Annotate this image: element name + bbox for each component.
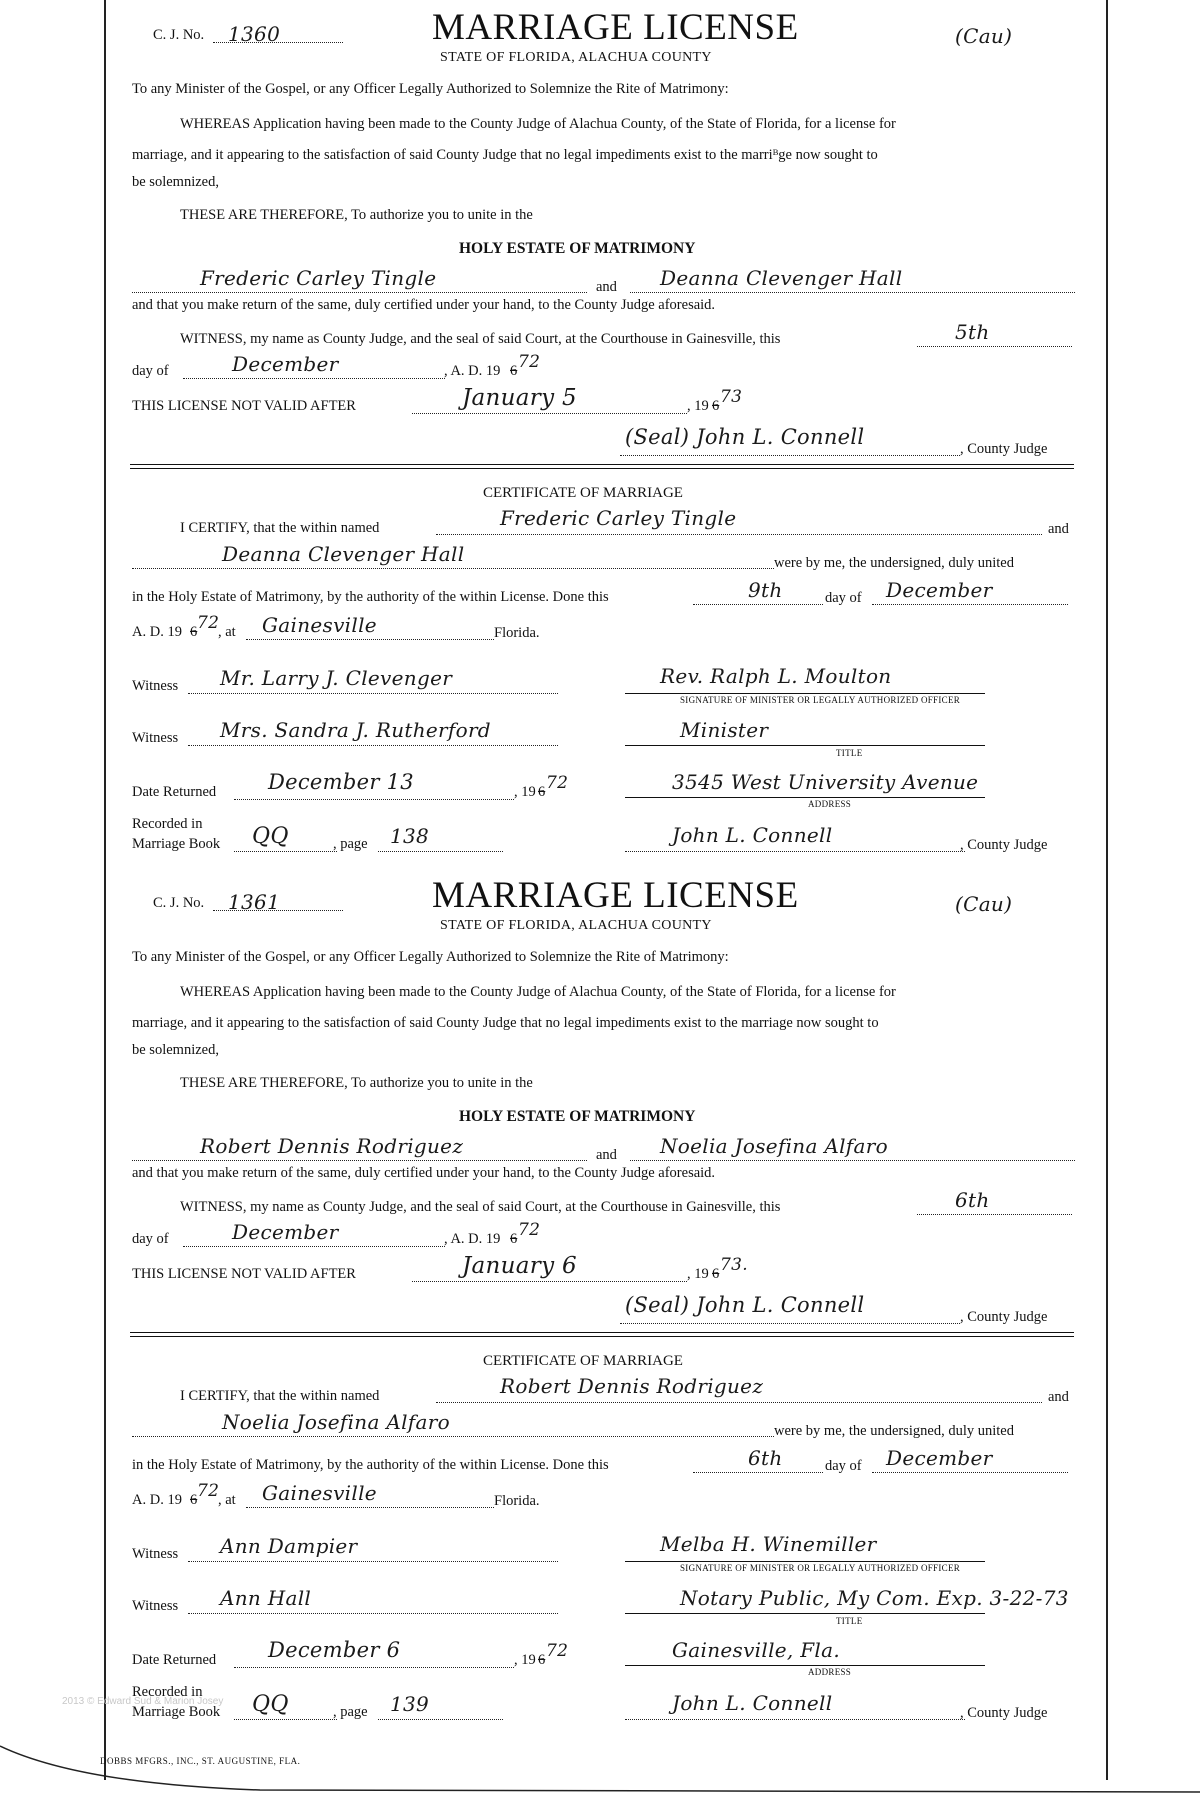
- month-dotline: [183, 378, 445, 379]
- recorded-in-label: Recorded in: [132, 1684, 203, 1700]
- whereas-line-3: be solemnized,: [132, 1042, 219, 1058]
- cert-groom-dotline: [436, 1402, 1042, 1403]
- cj-label: C. J. No.: [153, 895, 205, 911]
- groom-name: Frederic Carley Tingle: [200, 266, 437, 290]
- cert-groom-dotline: [436, 534, 1042, 535]
- section-rule-1: [130, 464, 1074, 465]
- cj-number: 1361: [228, 890, 281, 914]
- return-line: and that you make return of the same, duly certified under your hand, to the County Judge aforesaid.: [132, 297, 716, 313]
- cert-and: and: [1048, 1389, 1069, 1405]
- whereas-line-1: WHEREAS Application having been made to the County Judge of Alachua County, of the State of Florida, for a license for: [180, 984, 896, 1000]
- done-day-dotline: [693, 1472, 823, 1473]
- witness-1-name: Ann Dampier: [220, 1534, 358, 1558]
- florida-word: Florida.: [494, 625, 540, 641]
- page-label: , page: [333, 836, 368, 852]
- witness-day: 5th: [955, 320, 990, 344]
- at-word: , at: [218, 1492, 236, 1508]
- marriage-license: [0, 868, 1200, 1748]
- witness-label-1: Witness: [132, 1546, 179, 1562]
- license-subtitle: STATE OF FLORIDA, ALACHUA COUNTY: [440, 50, 712, 65]
- officer-address: 3545 West University Avenue: [672, 770, 979, 794]
- date-returned-label: Date Returned: [132, 1652, 217, 1668]
- addressee-line: To any Minister of the Gospel, or any Officer Legally Authorized to Solemnize the Rite of Matrimony:: [132, 81, 729, 97]
- done-month: December: [886, 578, 993, 602]
- section-rule-2: [130, 1336, 1074, 1337]
- county-judge-label-2: , County Judge: [960, 1705, 1048, 1721]
- ad-year: 72: [197, 613, 220, 633]
- holy-estate-heading: HOLY ESTATE OF MATRIMONY: [459, 1108, 696, 1125]
- not-valid-date: January 6: [462, 1253, 577, 1279]
- ret-year-printed: 6: [538, 784, 546, 800]
- ad-year: 72: [197, 1481, 220, 1501]
- addressee-line: To any Minister of the Gospel, or any Officer Legally Authorized to Solemnize the Rite of Matrimony:: [132, 949, 729, 965]
- annotation: (Cau): [955, 892, 1013, 916]
- recorder-signature: John L. Connell: [672, 1691, 833, 1715]
- page-dotline: [378, 1719, 503, 1720]
- cj-number: 1360: [228, 22, 281, 46]
- county-judge-label: , County Judge: [960, 1309, 1048, 1325]
- cert-bride: Deanna Clevenger Hall: [222, 542, 465, 566]
- address-caption: ADDRESS: [808, 1667, 852, 1677]
- not-valid-label: THIS LICENSE NOT VALID AFTER: [132, 398, 356, 414]
- returned-date: December 6: [268, 1638, 401, 1662]
- witness-label-2: Witness: [132, 1598, 179, 1614]
- whereas-line-2: marriage, and it appearing to the satisfaction of said County Judge that no legal impediments exist to the marriage now sought to: [132, 1015, 879, 1031]
- certificate-title: CERTIFICATE OF MARRIAGE: [483, 1353, 683, 1369]
- not-valid-dotline: [412, 413, 687, 414]
- marriage-book-label: Marriage Book: [132, 1704, 221, 1720]
- recorder-signature: John L. Connell: [672, 823, 833, 847]
- ad-prefix: , A. D. 19: [444, 363, 501, 379]
- county-judge-label-2: , County Judge: [960, 837, 1048, 853]
- officer-title-line: [625, 745, 985, 746]
- year-printed: 6: [510, 1231, 518, 1247]
- groom-name: Robert Dennis Rodriguez: [200, 1134, 464, 1158]
- page-dotline: [378, 851, 503, 852]
- ret-year-prefix: , 19: [514, 784, 536, 800]
- bride-name: Deanna Clevenger Hall: [660, 266, 903, 290]
- cert-and: and: [1048, 521, 1069, 537]
- witness-day-dotline: [917, 1214, 1072, 1215]
- and-word: and: [596, 279, 617, 295]
- witness-2-dotline: [188, 1613, 558, 1614]
- officer-signature: Rev. Ralph L. Moulton: [660, 664, 892, 688]
- day-of-label: day of: [132, 1231, 169, 1247]
- license-title: MARRIAGE LICENSE: [432, 7, 799, 48]
- book-dotline: [234, 851, 337, 852]
- nv-year-printed: 6: [712, 1266, 720, 1282]
- returned-date: December 13: [268, 770, 414, 794]
- and-word: and: [596, 1147, 617, 1163]
- witness-1-name: Mr. Larry J. Clevenger: [220, 666, 453, 690]
- judge-sig-dotline: [620, 455, 960, 456]
- address-caption: ADDRESS: [808, 799, 852, 809]
- day-of-label-2: day of: [825, 590, 862, 606]
- done-month-dotline: [872, 1472, 1068, 1473]
- officer-address: Gainesville, Fla.: [672, 1638, 840, 1662]
- section-rule-1: [130, 1332, 1074, 1333]
- book-dotline: [234, 1719, 337, 1720]
- signature-caption: SIGNATURE OF MINISTER OR LEGALLY AUTHORIZED OFFICER: [680, 1563, 961, 1573]
- judge-sig-dotline: [620, 1323, 960, 1324]
- ad-year-printed: 6: [190, 624, 198, 640]
- certify-intro: I CERTIFY, that the within named: [180, 520, 380, 536]
- signature-caption: SIGNATURE OF MINISTER OR LEGALLY AUTHORIZED OFFICER: [680, 695, 961, 705]
- witness-day-dotline: [917, 346, 1072, 347]
- ad-prefix-2: A. D. 19: [132, 1492, 182, 1508]
- bride-dotline: [630, 292, 1075, 293]
- groom-dotline: [132, 1160, 587, 1161]
- not-valid-date: January 5: [462, 385, 577, 411]
- witness-text: WITNESS, my name as County Judge, and the seal of said Court, at the Courthouse in Gainesville, this: [180, 331, 781, 347]
- officer-title-line: [625, 1613, 985, 1614]
- cert-groom: Frederic Carley Tingle: [500, 506, 737, 530]
- done-day: 9th: [748, 578, 783, 602]
- day-of-label: day of: [132, 363, 169, 379]
- nv-year: 73: [720, 387, 743, 407]
- marriage-book-label: Marriage Book: [132, 836, 221, 852]
- witness-2-name: Mrs. Sandra J. Rutherford: [220, 718, 491, 742]
- therefore-line: THESE ARE THEREFORE, To authorize you to unite in the: [180, 1075, 533, 1091]
- groom-dotline: [132, 292, 587, 293]
- therefore-line: THESE ARE THEREFORE, To authorize you to unite in the: [180, 207, 533, 223]
- address-line: [625, 1665, 985, 1666]
- copyright-watermark: 2013 © Edward Sud & Marion Josey: [62, 1696, 224, 1707]
- done-day-dotline: [693, 604, 823, 605]
- address-line: [625, 797, 985, 798]
- witness-2-name: Ann Hall: [220, 1586, 312, 1610]
- license-month: December: [232, 1220, 339, 1244]
- officer-sig-line: [625, 1561, 985, 1562]
- certificate-title: CERTIFICATE OF MARRIAGE: [483, 485, 683, 501]
- at-word: , at: [218, 624, 236, 640]
- bride-dotline: [630, 1160, 1075, 1161]
- nv-year: 73.: [720, 1255, 748, 1275]
- month-dotline: [183, 1246, 445, 1247]
- year-printed: 6: [510, 363, 518, 379]
- cert-groom: Robert Dennis Rodriguez: [500, 1374, 764, 1398]
- officer-signature: Melba H. Winemiller: [660, 1532, 877, 1556]
- title-caption: TITLE: [836, 748, 863, 758]
- officer-title: Minister: [680, 718, 769, 742]
- date-returned-label: Date Returned: [132, 784, 217, 800]
- cert-bride-dotline: [132, 568, 774, 569]
- not-valid-dotline: [412, 1281, 687, 1282]
- nv-year-prefix: , 19: [687, 1266, 709, 1282]
- marriage-license: [0, 0, 1200, 880]
- page-label: , page: [333, 1704, 368, 1720]
- holy-estate-text: in the Holy Estate of Matrimony, by the authority of the within License. Done this: [132, 1457, 609, 1473]
- recorder-dotline: [625, 851, 965, 852]
- witness-text: WITNESS, my name as County Judge, and the seal of said Court, at the Courthouse in Gainesville, this: [180, 1199, 781, 1215]
- license-year: 72: [518, 1220, 541, 1240]
- recorder-dotline: [625, 1719, 965, 1720]
- certify-intro: I CERTIFY, that the within named: [180, 1388, 380, 1404]
- witness-day: 6th: [955, 1188, 990, 1212]
- book-number: QQ: [252, 1692, 289, 1717]
- bride-name: Noelia Josefina Alfaro: [660, 1134, 888, 1158]
- title-caption: TITLE: [836, 1616, 863, 1626]
- united-text: were by me, the undersigned, duly united: [774, 1423, 1014, 1439]
- marriage-place: Gainesville: [262, 1481, 377, 1505]
- marriage-place: Gainesville: [262, 613, 377, 637]
- ad-year-printed: 6: [190, 1492, 198, 1508]
- page-curl: [0, 1740, 1200, 1796]
- section-rule-2: [130, 468, 1074, 469]
- returned-dotline: [234, 1667, 514, 1668]
- license-year: 72: [518, 352, 541, 372]
- book-number: QQ: [252, 824, 289, 849]
- license-subtitle: STATE OF FLORIDA, ALACHUA COUNTY: [440, 918, 712, 933]
- whereas-line-2: marriage, and it appearing to the satisfaction of said County Judge that no legal impediments exist to the marriᴮge now sought to: [132, 147, 878, 163]
- done-month: December: [886, 1446, 993, 1470]
- cert-bride-dotline: [132, 1436, 774, 1437]
- holy-estate-heading: HOLY ESTATE OF MATRIMONY: [459, 240, 696, 257]
- done-month-dotline: [872, 604, 1068, 605]
- returned-dotline: [234, 799, 514, 800]
- return-line: and that you make return of the same, duly certified under your hand, to the County Judge aforesaid.: [132, 1165, 716, 1181]
- florida-word: Florida.: [494, 1493, 540, 1509]
- ad-prefix-2: A. D. 19: [132, 624, 182, 640]
- officer-sig-line: [625, 693, 985, 694]
- witness-1-dotline: [188, 693, 558, 694]
- nv-year-prefix: , 19: [687, 398, 709, 414]
- ret-year-prefix: , 19: [514, 1652, 536, 1668]
- judge-signature: (Seal) John L. Connell: [625, 425, 865, 449]
- recorded-in-label: Recorded in: [132, 816, 203, 832]
- not-valid-label: THIS LICENSE NOT VALID AFTER: [132, 1266, 356, 1282]
- ret-year-printed: 6: [538, 1652, 546, 1668]
- cj-label: C. J. No.: [153, 27, 205, 43]
- ad-prefix: , A. D. 19: [444, 1231, 501, 1247]
- holy-estate-text: in the Holy Estate of Matrimony, by the authority of the within License. Done this: [132, 589, 609, 605]
- whereas-line-3: be solemnized,: [132, 174, 219, 190]
- nv-year-printed: 6: [712, 398, 720, 414]
- printer-imprint: DOBBS MFGRS., INC., ST. AUGUSTINE, FLA.: [100, 1756, 301, 1766]
- page-number: 138: [390, 824, 430, 848]
- united-text: were by me, the undersigned, duly united: [774, 555, 1014, 571]
- officer-title: Notary Public, My Com. Exp. 3-22-73: [680, 1586, 1069, 1610]
- ret-year: 72: [546, 773, 569, 793]
- license-title: MARRIAGE LICENSE: [432, 875, 799, 916]
- annotation: (Cau): [955, 24, 1013, 48]
- witness-1-dotline: [188, 1561, 558, 1562]
- page-curl-edge: [0, 1746, 1200, 1792]
- license-month: December: [232, 352, 339, 376]
- done-day: 6th: [748, 1446, 783, 1470]
- cert-bride: Noelia Josefina Alfaro: [222, 1410, 450, 1434]
- ret-year: 72: [546, 1641, 569, 1661]
- whereas-line-1: WHEREAS Application having been made to the County Judge of Alachua County, of the State of Florida, for a license for: [180, 116, 896, 132]
- witness-2-dotline: [188, 745, 558, 746]
- day-of-label-2: day of: [825, 1458, 862, 1474]
- place-dotline: [246, 1507, 494, 1508]
- place-dotline: [246, 639, 494, 640]
- witness-label-1: Witness: [132, 678, 179, 694]
- page-number: 139: [390, 1692, 430, 1716]
- witness-label-2: Witness: [132, 730, 179, 746]
- county-judge-label: , County Judge: [960, 441, 1048, 457]
- judge-signature: (Seal) John L. Connell: [625, 1293, 865, 1317]
